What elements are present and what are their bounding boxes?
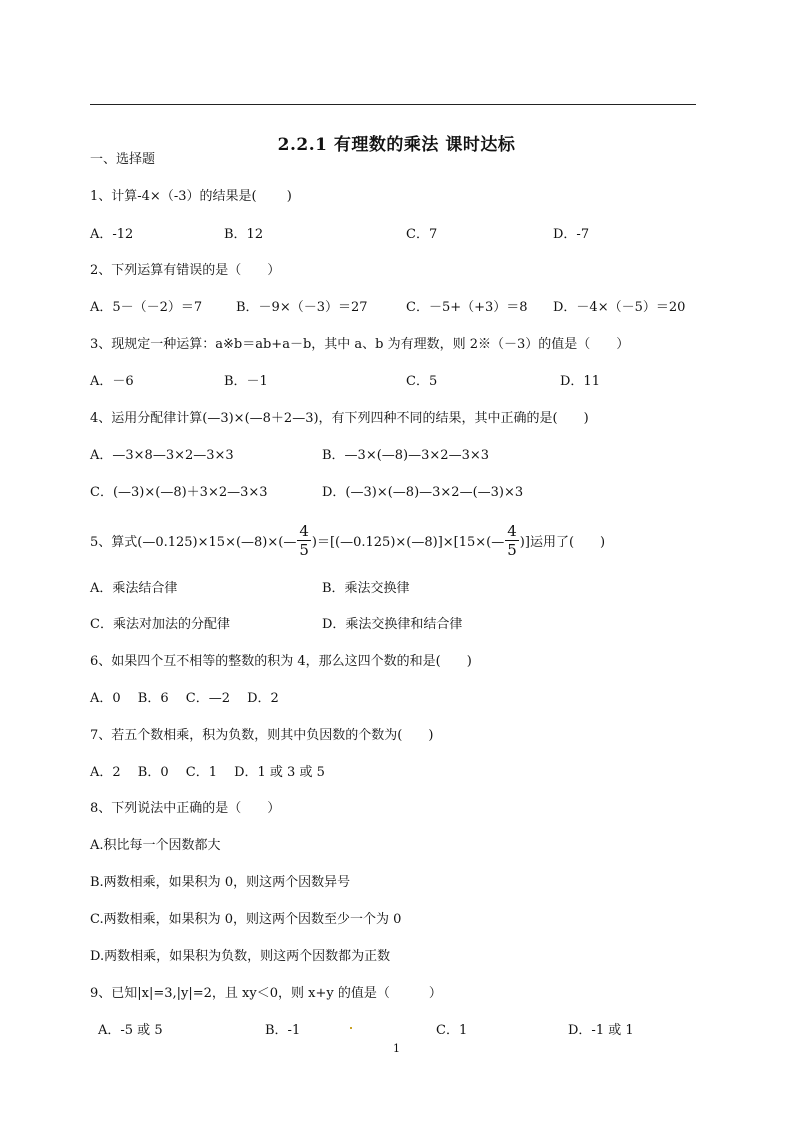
question-5-stem-part-a: 5、算式(—0.125)×15×(—8)×(—: [90, 534, 297, 550]
fraction-denominator: 5: [507, 540, 517, 559]
question-1-option-c: C．7: [406, 227, 438, 242]
question-2-option-c: C．－5+（+3）＝8: [406, 300, 528, 315]
question-1-stem: 1、计算-4×（-3）的结果是( ): [90, 189, 292, 204]
question-8-option-c: C.两数相乘，如果积为 0，则这两个因数至少一个为 0: [90, 912, 402, 927]
question-9-option-a: A．-5 或 5: [98, 1023, 163, 1038]
fraction-numerator: 4: [299, 521, 309, 540]
section-heading: 一、选择题: [90, 152, 156, 167]
question-2-option-a: A．5－（－2）＝7: [90, 300, 203, 315]
question-5-stem-part-b: )＝[(—0.125)×(—8)]×[15×(—: [311, 534, 505, 550]
header-rule: [90, 104, 696, 105]
question-3-option-a: A．－6: [90, 374, 134, 389]
fraction-four-fifths: [297, 522, 311, 559]
question-2-option-b: B．－9×（－3）＝27: [236, 300, 368, 315]
question-5-option-c: C．乘法对加法的分配律: [90, 617, 230, 632]
fraction-numerator: 4: [507, 521, 517, 540]
question-7-stem: 7、若五个数相乘，积为负数，则其中负因数的个数为( ): [90, 728, 434, 743]
question-5-option-d: D．乘法交换律和结合律: [322, 617, 463, 632]
question-2-stem: 2、下列运算有错误的是（ ）: [90, 263, 281, 278]
question-3-option-c: C．5: [406, 374, 438, 389]
stray-mark: [350, 1027, 352, 1029]
question-8-option-a: A.积比每一个因数都大: [90, 838, 221, 853]
question-7-options: A．2 B．0 C．1 D．1 或 3 或 5: [90, 765, 325, 780]
page-title: 2.2.1 有理数的乘法 课时达标: [277, 135, 516, 155]
question-9-stem: 9、已知|x|=3,|y|=2，且 xy＜0，则 x+y 的值是（ ）: [90, 986, 442, 1001]
question-1-option-d: D．-7: [553, 227, 590, 242]
question-2-option-d: D．－4×（－5）＝20: [553, 300, 686, 315]
question-3-option-b: B．－1: [224, 374, 268, 389]
question-9-option-c: C．1: [436, 1023, 468, 1038]
question-8-stem: 8、下列说法中正确的是（ ）: [90, 801, 281, 816]
question-5-stem-part-c: )]运用了( ): [519, 534, 606, 550]
question-6-options: A．0 B．6 C．—2 D．2: [90, 691, 279, 706]
question-5-option-b: B．乘法交换律: [322, 581, 410, 596]
question-1-option-a: A．-12: [90, 227, 134, 242]
question-9-option-d: D．-1 或 1: [568, 1023, 634, 1038]
question-6-stem: 6、如果四个互不相等的整数的积为 4，那么这四个数的和是( ): [90, 654, 472, 669]
question-4-option-b: B．—3×(—8)—3×2—3×3: [322, 448, 490, 463]
question-4-option-d: D．(—3)×(—8)—3×2—(—3)×3: [322, 485, 524, 500]
page-number: 1: [393, 1042, 400, 1055]
question-4-option-c: C．(—3)×(—8)＋3×2—3×3: [90, 485, 268, 500]
question-3-option-d: D．11: [560, 374, 600, 389]
question-5-stem: [90, 520, 605, 560]
question-5-option-a: A．乘法结合律: [90, 581, 178, 596]
question-9-option-b: B．-1: [265, 1023, 301, 1038]
question-8-option-b: B.两数相乘，如果积为 0，则这两个因数异号: [90, 875, 351, 890]
question-4-option-a: A．—3×8—3×2—3×3: [90, 448, 234, 463]
question-8-option-d: D.两数相乘，如果积为负数，则这两个因数都为正数: [90, 949, 391, 964]
question-1-option-b: B．12: [224, 227, 264, 242]
fraction-four-fifths: [505, 522, 519, 559]
fraction-denominator: 5: [299, 540, 309, 559]
question-4-stem: 4、运用分配律计算(—3)×(—8＋2—3)，有下列四种不同的结果，其中正确的是( ): [90, 411, 589, 426]
question-3-stem: 3、现规定一种运算：a※b＝ab+a－b，其中 a、b 为有理数，则 2※（－3）的值是（ ）: [90, 337, 630, 352]
